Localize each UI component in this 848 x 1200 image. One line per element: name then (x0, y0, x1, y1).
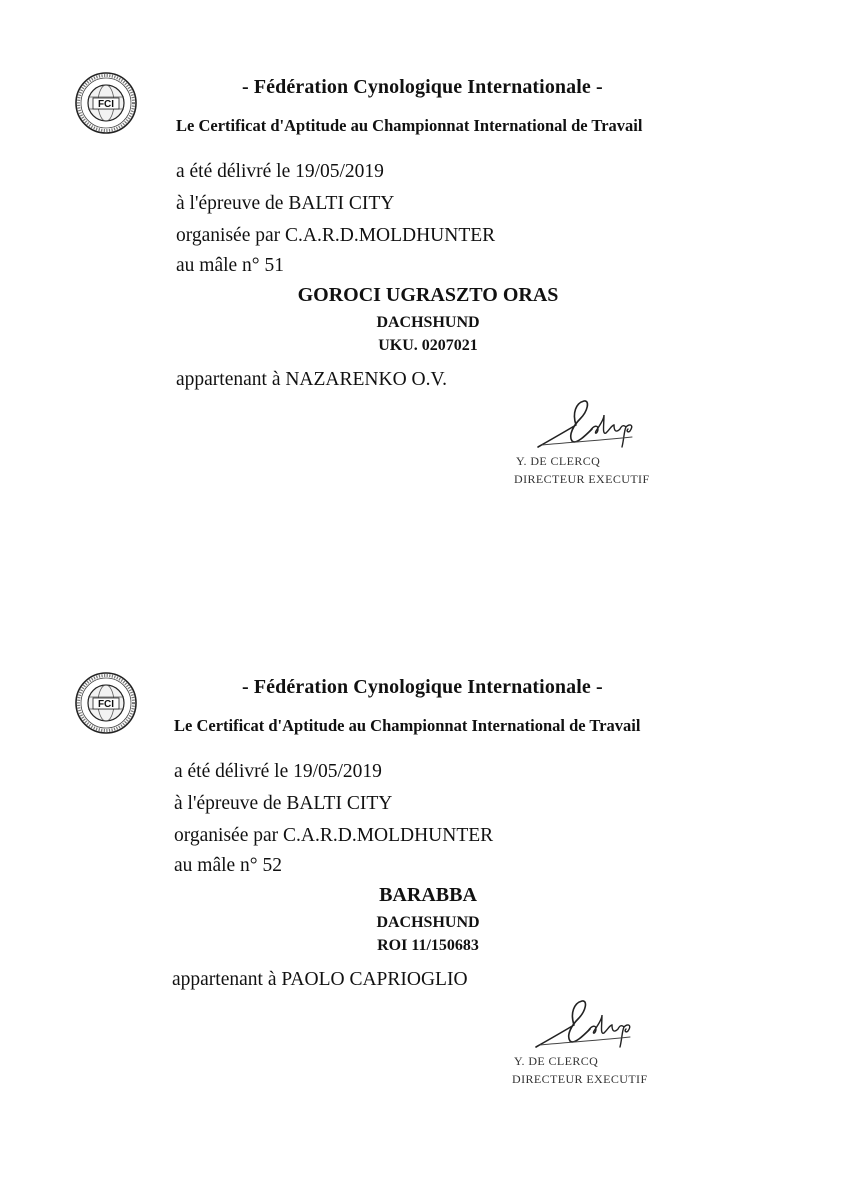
issued-date-line: a été délivré le 19/05/2019 (176, 161, 384, 182)
event-line: à l'épreuve de BALTI CITY (176, 193, 395, 214)
issued-date-line: a été délivré le 19/05/2019 (174, 761, 382, 782)
fci-logo-icon (74, 671, 138, 735)
owner-line: appartenant à NAZARENKO O.V. (176, 369, 447, 390)
event-line: à l'épreuve de BALTI CITY (174, 793, 393, 814)
dog-name: BARABBA (379, 884, 477, 906)
signatory-title: DIRECTEUR EXECUTIF (512, 1072, 648, 1086)
dog-number-line: au mâle n° 51 (176, 255, 284, 276)
signatory-name: Y. DE CLERCQ (516, 454, 601, 468)
certificate-2 (0, 600, 848, 1200)
svg-text:FCI: FCI (97, 699, 115, 710)
owner-line: appartenant à PAOLO CAPRIOGLIO (172, 969, 468, 990)
signature-icon (532, 395, 652, 455)
certificate-subtitle: Le Certificat d'Aptitude au Championnat International de Travail (176, 116, 643, 135)
registration-number: UKU. 0207021 (378, 337, 478, 354)
dog-name: GOROCI UGRASZTO ORAS (297, 284, 559, 306)
organization-title: - Fédération Cynologique Internationale - (242, 76, 603, 98)
signatory-name: Y. DE CLERCQ (514, 1054, 599, 1068)
signatory-title: DIRECTEUR EXECUTIF (514, 472, 650, 486)
svg-text:FCI: FCI (97, 99, 115, 110)
dog-number-line: au mâle n° 52 (174, 855, 282, 876)
dog-breed: DACHSHUND (376, 314, 480, 331)
registration-number: ROI 11/150683 (377, 937, 479, 954)
organizer-line: organisée par C.A.R.D.MOLDHUNTER (176, 225, 496, 246)
organization-title: - Fédération Cynologique Internationale - (242, 676, 603, 698)
signature-icon (530, 995, 650, 1055)
organizer-line: organisée par C.A.R.D.MOLDHUNTER (174, 825, 494, 846)
dog-breed: DACHSHUND (376, 914, 480, 931)
certificate-subtitle: Le Certificat d'Aptitude au Championnat International de Travail (174, 716, 641, 735)
fci-logo-icon (74, 71, 138, 135)
